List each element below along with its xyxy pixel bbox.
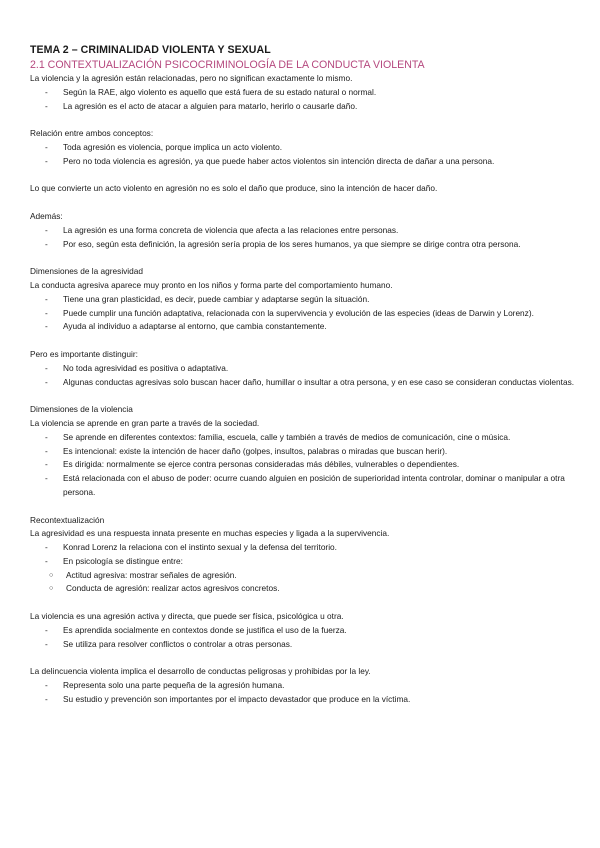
list-item-text: Pero no toda violencia es agresión, ya que puede haber actos violentos sin intención directa de dañar a una persona.	[63, 155, 495, 166]
list-item	[45, 541, 575, 555]
paragraph-spacer	[30, 196, 575, 210]
list-item-text: Es dirigida: normalmente se ejerce contra personas consideradas más débiles, vulnerables o dependientes.	[63, 459, 460, 470]
dash-bullet-icon: -	[45, 431, 48, 442]
paragraph-spacer	[30, 596, 575, 610]
paragraph: Pero es importante distinguir:	[30, 348, 138, 359]
bullet-list	[30, 86, 575, 114]
paragraph: Dimensiones de la agresividad	[30, 266, 143, 277]
list-item	[45, 624, 575, 638]
bullet-list	[30, 541, 575, 569]
dash-bullet-icon: -	[45, 141, 48, 152]
list-item	[45, 293, 575, 307]
dash-bullet-icon: -	[45, 680, 48, 691]
dash-bullet-icon: -	[45, 542, 48, 553]
list-item	[45, 555, 575, 569]
list-item	[45, 238, 575, 252]
paragraph: La violencia se aprende en gran parte a través de la sociedad.	[30, 417, 260, 428]
list-item	[45, 472, 575, 500]
paragraph: Recontextualización	[30, 514, 105, 525]
list-item	[45, 458, 575, 472]
list-item	[45, 141, 575, 155]
list-item	[45, 320, 575, 334]
paragraph-spacer	[30, 169, 575, 183]
list-item	[45, 362, 575, 376]
paragraph-spacer	[30, 500, 575, 514]
list-item-text: Se utiliza para resolver conflictos o controlar a otras personas.	[63, 638, 293, 649]
list-item-text: Tiene una gran plasticidad, es decir, puede cambiar y adaptarse según la situación.	[63, 293, 370, 304]
paragraph-spacer	[30, 113, 575, 127]
dash-bullet-icon: -	[45, 376, 48, 387]
document-body	[30, 44, 575, 707]
list-item	[45, 445, 575, 459]
list-item	[45, 638, 575, 652]
list-item-text: Su estudio y prevención son importantes por el impacto devastador que produce en la víctima.	[63, 693, 411, 704]
list-item-text: La agresión es el acto de atacar a alguien para matarlo, herirlo o causarle daño.	[63, 100, 358, 111]
list-item-text: Ayuda al individuo a adaptarse al entorno, que cambia constantemente.	[63, 321, 327, 332]
list-item-text: En psicología se distingue entre:	[63, 555, 183, 566]
list-item	[45, 376, 575, 390]
list-item	[45, 431, 575, 445]
list-item	[45, 679, 575, 693]
list-item-text: Algunas conductas agresivas solo buscan hacer daño, humillar o insultar a otra persona, y en ese caso se consideran conductas violentas.	[63, 376, 575, 387]
paragraph: La violencia y la agresión están relacionadas, pero no significan exactamente lo mismo.	[30, 73, 353, 83]
list-item-text: Es aprendida socialmente en contextos donde se justifica el uso de la fuerza.	[63, 624, 347, 635]
list-item	[45, 86, 575, 100]
dash-bullet-icon: -	[45, 321, 48, 332]
list-item-text: Toda agresión es violencia, porque implica un acto violento.	[63, 141, 283, 152]
bullet-list	[30, 624, 575, 652]
paragraph: Relación entre ambos conceptos:	[30, 128, 154, 139]
list-item	[49, 569, 575, 583]
bullet-list	[30, 224, 575, 252]
dash-bullet-icon: -	[45, 86, 48, 97]
dash-bullet-icon: -	[45, 459, 48, 470]
list-item-text: Por eso, según esta definición, la agresión sería propia de los seres humanos, ya que siempre se dirige contra otra persona.	[63, 238, 521, 249]
paragraph: Dimensiones de la violencia	[30, 404, 133, 415]
list-item-text: La agresión es una forma concreta de violencia que afecta a las relaciones entre personas.	[63, 224, 399, 235]
paragraph: La violencia es una agresión activa y directa, que puede ser física, psicológica u otra.	[30, 611, 344, 622]
dash-bullet-icon: -	[45, 555, 48, 566]
list-item-text: Según la RAE, algo violento es aquello que está fuera de su estado natural o normal.	[63, 86, 377, 97]
document-title: TEMA 2 – CRIMINALIDAD VIOLENTA Y SEXUAL	[30, 44, 271, 56]
section-body	[30, 72, 575, 707]
bullet-list	[30, 679, 575, 707]
dash-bullet-icon: -	[45, 224, 48, 235]
paragraph: Lo que convierte un acto violento en agresión no es solo el daño que produce, sino la intención de hacer daño.	[30, 183, 438, 194]
list-item	[45, 100, 575, 114]
dash-bullet-icon: -	[45, 693, 48, 704]
bullet-list	[30, 141, 575, 169]
list-item-text: Actitud agresiva: mostrar señales de agresión.	[66, 569, 237, 580]
paragraph: Además:	[30, 210, 63, 221]
list-item-text: Konrad Lorenz la relaciona con el instinto sexual y la defensa del territorio.	[63, 542, 337, 553]
dash-bullet-icon: -	[45, 307, 48, 318]
dash-bullet-icon: -	[45, 293, 48, 304]
paragraph: La conducta agresiva aparece muy pronto en los niños y forma parte del comportamiento humano.	[30, 279, 393, 290]
dash-bullet-icon: -	[45, 362, 48, 373]
dash-bullet-icon: -	[45, 238, 48, 249]
dash-bullet-icon: -	[45, 638, 48, 649]
paragraph: La delincuencia violenta implica el desarrollo de conductas peligrosas y prohibidas por la ley.	[30, 666, 371, 677]
list-item-text: Representa solo una parte pequeña de la agresión humana.	[63, 680, 285, 691]
list-item-text: No toda agresividad es positiva o adaptativa.	[63, 362, 229, 373]
list-item	[45, 693, 575, 707]
circle-bullet-icon: ○	[49, 585, 54, 593]
dash-bullet-icon: -	[45, 100, 48, 111]
dash-bullet-icon: -	[45, 445, 48, 456]
bullet-list	[30, 293, 575, 334]
bullet-list	[30, 431, 575, 500]
dash-bullet-icon: -	[45, 155, 48, 166]
list-item	[45, 224, 575, 238]
circle-bullet-icon: ○	[49, 571, 54, 579]
list-item	[45, 155, 575, 169]
list-item-text: Se aprende en diferentes contextos: familia, escuela, calle y también a través de medios de comunicación, cine o música.	[63, 431, 511, 442]
paragraph-spacer	[30, 651, 575, 665]
sub-bullet-list	[30, 569, 575, 597]
list-item	[45, 307, 575, 321]
list-item-text: Puede cumplir una función adaptativa, relacionada con la supervivencia y evolución de las especies (ideas de Darwin y Lorenz).	[63, 307, 534, 318]
dash-bullet-icon: -	[45, 624, 48, 635]
list-item	[49, 582, 575, 596]
dash-bullet-icon: -	[45, 473, 48, 484]
paragraph-spacer	[30, 389, 575, 403]
list-item-text: Es intencional: existe la intención de hacer daño (golpes, insultos, palabras o miradas que buscan herir).	[63, 445, 448, 456]
paragraph: La agresividad es una respuesta innata presente en muchas especies y ligada a la supervivencia.	[30, 528, 390, 539]
paragraph-spacer	[30, 334, 575, 348]
list-item-text: Conducta de agresión: realizar actos agresivos concretos.	[66, 583, 280, 594]
paragraph-spacer	[30, 251, 575, 265]
bullet-list	[30, 362, 575, 390]
section-heading: 2.1 CONTEXTUALIZACIÓN PSICOCRIMINOLOGÍA DE LA CONDUCTA VIOLENTA	[30, 59, 425, 71]
list-item-text: Está relacionada con el abuso de poder: ocurre cuando alguien en posición de superioridad intenta controlar, dominar o manipular a otra persona.	[63, 473, 565, 497]
